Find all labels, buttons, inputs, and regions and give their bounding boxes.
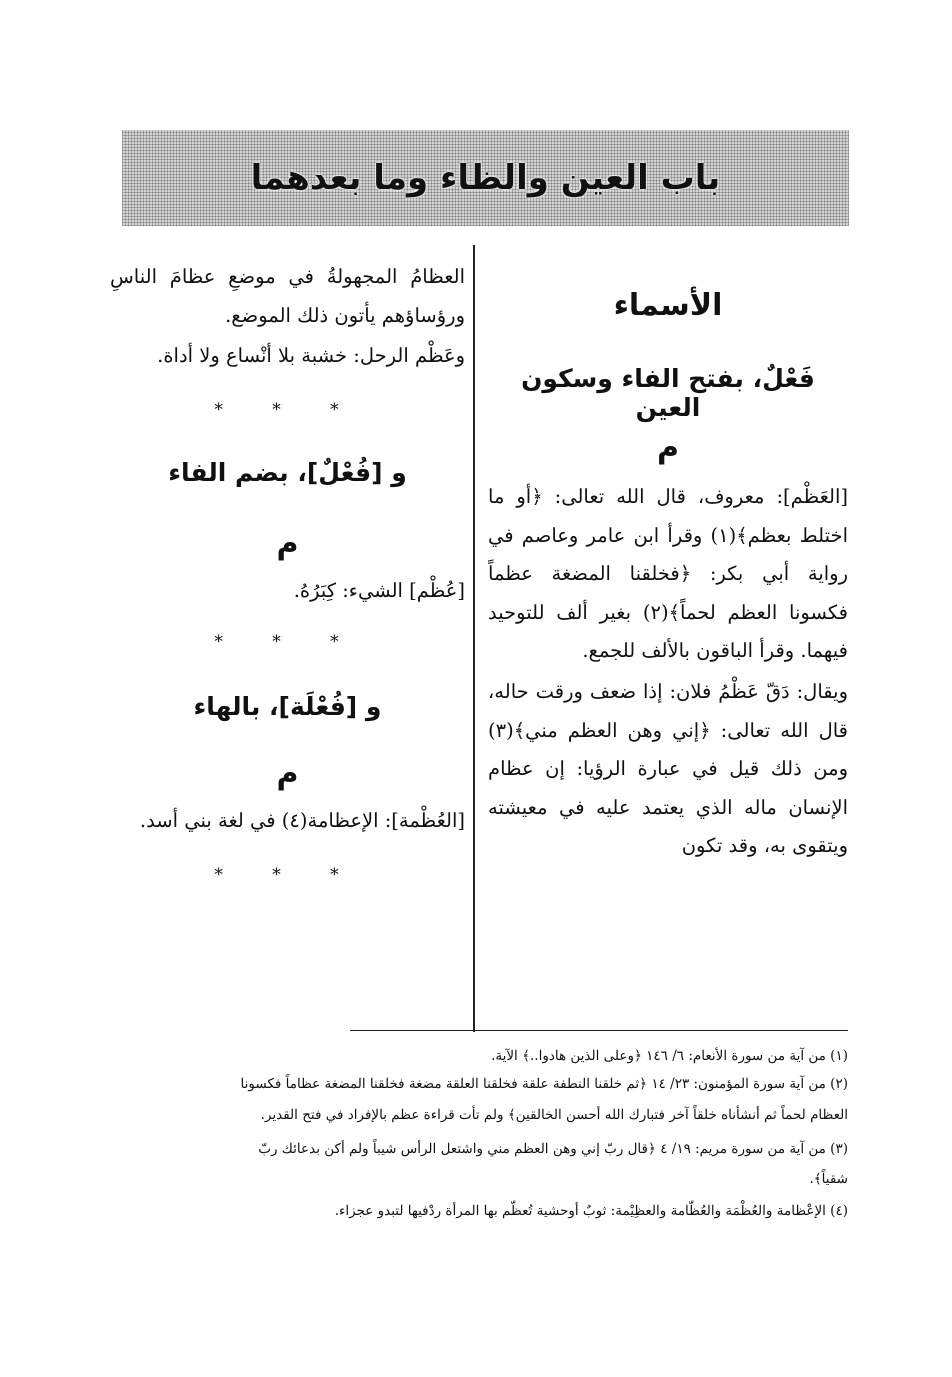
footnote-3: (٣) من آية من سورة مريم: ١٩/ ٤ ﴿قال ربّ إني وهن العظم مني واشتعل الرأس شيباً ولم أكن بدعائك ربّ bbox=[258, 1141, 848, 1157]
footnote-1: (١) من آية من سورة الأنعام: ٦/ ١٤٦ ﴿وعلى الذين هادوا..﴾ الآية. bbox=[491, 1048, 848, 1064]
letter-mim: م bbox=[276, 525, 299, 561]
entry-paragraph: العظامُ المجهولةُ في موضعِ عظامَ الناسِ ورؤساؤهم يأتون ذلك الموضع. bbox=[110, 265, 465, 327]
entry-paragraph: [العَظْم]: معروف، قال الله تعالى: ﴿أو ما اختلط بعظم﴾(١) وقرأ ابن عامر وعاصم في رواية أبي بكر: ﴿فخلقنا المضغة عظماً فكسونا العظم لحماً﴾(٢) بغير ألف للتوحيد فيهما. وقرأ الباقون بالألف للجمع. bbox=[488, 485, 848, 663]
column-divider bbox=[473, 245, 475, 1032]
footnote-3-continuation: شقياً﴾. bbox=[809, 1171, 848, 1187]
chapter-banner bbox=[122, 130, 849, 226]
right-column bbox=[488, 250, 848, 866]
separator-stars: * * * bbox=[214, 399, 361, 420]
footnote-rule bbox=[350, 1030, 848, 1031]
footnote-4: (٤) الإعْظامة والعُظْمَة والعُظّامة والعظِيْمة: ثوبٌ أوحشية تُعظّم بها المرأة ردْفيها لتبدو عجزاء. bbox=[334, 1203, 848, 1219]
entry-paragraph: وعَظْم الرحل: خشبة بلا أنْساع ولا أداة. bbox=[157, 344, 465, 368]
letter-mim: م bbox=[657, 430, 679, 465]
pattern-title: فَعْلٌ، بفتح الفاء وسكون العين bbox=[521, 364, 815, 422]
entry-paragraph: ويقال: دَقّ عَظْمُ فلان: إذا ضعف ورقت حاله، قال الله تعالى: ﴿إني وهن العظم مني﴾(٣) ومن ذلك قيل في عبارة الرؤيا: إن عظام الإنسان ماله الذي يعتمد عليه في معيشته ويتقوى به، وقد تكون bbox=[488, 679, 848, 858]
entry-paragraph: [عُظْم] الشيء: كِبَرُهُ. bbox=[293, 578, 465, 602]
left-column bbox=[110, 250, 465, 895]
section-title: الأسماء bbox=[613, 288, 723, 323]
footnote-2-continuation: العظام لحماً ثم أنشأناه خلقاً آخر فتبارك الله أحسن الخالقين﴾ ولم تأت قراءة عظم بالإفراد في فتح القدير. bbox=[260, 1107, 848, 1123]
letter-mim: م bbox=[276, 756, 299, 792]
pattern-title: و [فُعْلٌ]، بضم الفاء bbox=[168, 457, 407, 487]
separator-stars: * * * bbox=[214, 864, 361, 885]
separator-stars: * * * bbox=[214, 632, 361, 653]
footnote-2: (٢) من آية سورة المؤمنون: ٢٣/ ١٤ ﴿ثم خلقنا النطفة علقة فخلقنا العلقة مضغة فخلقنا المضغة عظاماً فكسونا bbox=[240, 1076, 848, 1092]
pattern-title: و [فُعْلَة]، بالهاء bbox=[193, 692, 382, 722]
entry-paragraph: [العُظْمة]: الإعظامة(٤) في لغة بني أسد. bbox=[139, 809, 465, 833]
chapter-title: باب العين والظاء وما بعدهما bbox=[250, 158, 721, 198]
